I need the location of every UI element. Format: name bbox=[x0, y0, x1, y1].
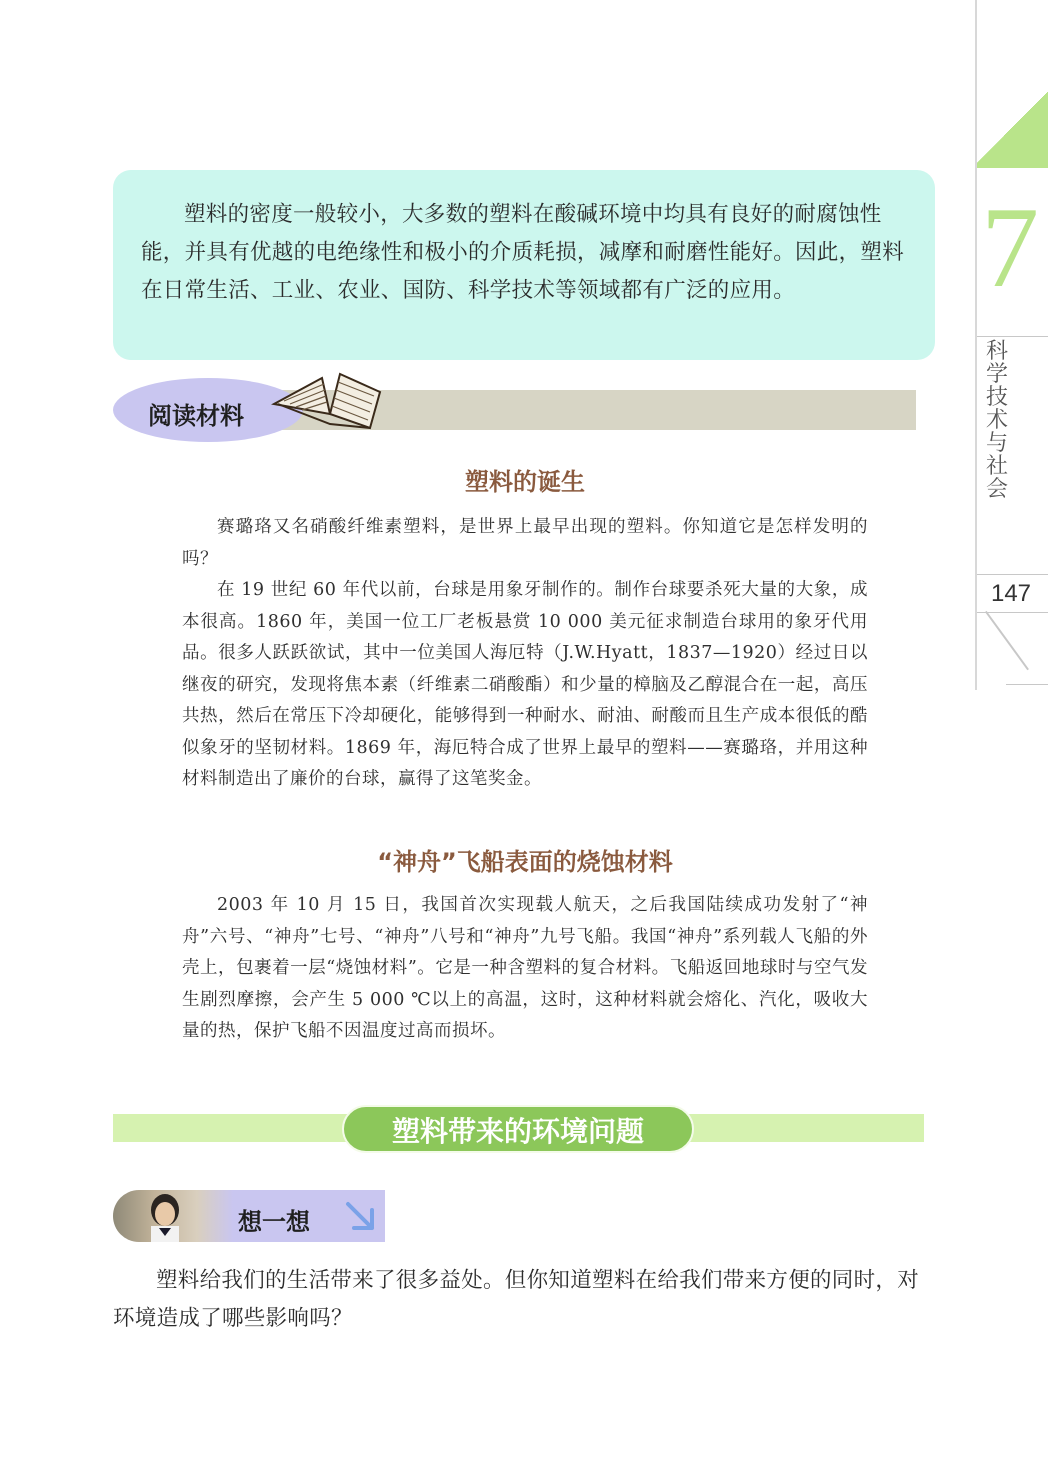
student-photo bbox=[113, 1190, 233, 1242]
article-body bbox=[182, 890, 868, 1048]
chapter-title-char: 技 bbox=[985, 385, 1008, 410]
article-title: “神舟”飞船表面的烧蚀材料 bbox=[377, 848, 673, 876]
chapter-title-char: 术 bbox=[985, 408, 1008, 433]
section-title: 塑料带来的环境问题 bbox=[391, 1115, 644, 1148]
chapter-tab-triangle bbox=[977, 86, 1048, 168]
intro-paragraph bbox=[141, 196, 913, 310]
chapter-title-char: 社 bbox=[985, 454, 1008, 479]
think-label: 想一想 bbox=[238, 1208, 310, 1236]
article-paragraph: 2003 年 10 月 15 日，我国首次实现载人航天，之后我国陆续成功发射了“神舟”六号、“神舟”七号、“神舟”八号和“神舟”九号飞船。我国“神舟”系列载人飞船的外壳上，包裹着一层“烧蚀材料”。它是一种含塑料的复合材料。飞船返回地球时与空气发生剧烈摩擦，会产生 5 000 ℃以上的高温，这时，这种材料就会熔化、汽化，吸收大量的热，保护飞船不因温度过高而损坏。 bbox=[182, 895, 868, 1041]
chapter-title-char: 科 bbox=[985, 339, 1008, 364]
article-body bbox=[182, 512, 868, 796]
article-paragraph: 赛璐珞又名硝酸纤维素塑料，是世界上最早出现的塑料。你知道它是怎样发明的吗？ bbox=[182, 517, 868, 569]
chapter-number: 7 bbox=[981, 184, 1039, 312]
think-paragraph bbox=[113, 1262, 937, 1338]
side-divider bbox=[977, 336, 1048, 337]
article-title: 塑料的诞生 bbox=[465, 468, 585, 496]
student-figure-icon bbox=[113, 1190, 233, 1242]
side-divider bbox=[977, 574, 1048, 575]
article-paragraph: 在 19 世纪 60 年代以前，台球是用象牙制作的。制作台球要杀死大量的大象，成本很高。1860 年，美国一位工厂老板悬赏 10 000 美元征求制造台球用的象牙代用品。很多人跃跃欲试，其中一位美国人海厄特（J.W.Hyatt，1837—1920）经过日以继夜的研究，发现将焦本素（纤维素二硝酸酯）和少量的樟脑及乙醇混合在一起，高压共热，然后在常压下冷却硬化，能够得到一种耐水、耐油、耐酸而且生产成本很低的酷似象牙的坚韧材料。1869 年，海厄特合成了世界上最早的塑料——赛璐珞，并用这种材料制造出了廉价的台球，赢得了这笔奖金。 bbox=[182, 580, 868, 789]
intro-text: 塑料的密度一般较小，大多数的塑料在酸碱环境中均具有良好的耐腐蚀性能，并具有优越的电绝缘性和极小的介质耗损，减摩和耐磨性能好。因此，塑料在日常生活、工业、农业、国防、科学技术等领域都有广泛的应用。 bbox=[141, 202, 905, 303]
open-book-icon bbox=[270, 368, 386, 436]
side-diagonal bbox=[985, 611, 1029, 670]
page-number: 147 bbox=[990, 580, 1032, 607]
chapter-title-char: 与 bbox=[985, 431, 1008, 456]
reading-label: 阅读材料 bbox=[148, 402, 244, 430]
chapter-title-char: 会 bbox=[985, 477, 1008, 502]
chapter-title bbox=[982, 340, 1012, 501]
chapter-title-char: 学 bbox=[985, 362, 1008, 387]
think-text: 塑料给我们的生活带来了很多益处。但你知道塑料在给我们带来方便的同时，对环境造成了哪些影响吗？ bbox=[113, 1268, 920, 1331]
side-divider bbox=[1006, 684, 1048, 685]
arrow-down-right-icon bbox=[342, 1198, 380, 1236]
